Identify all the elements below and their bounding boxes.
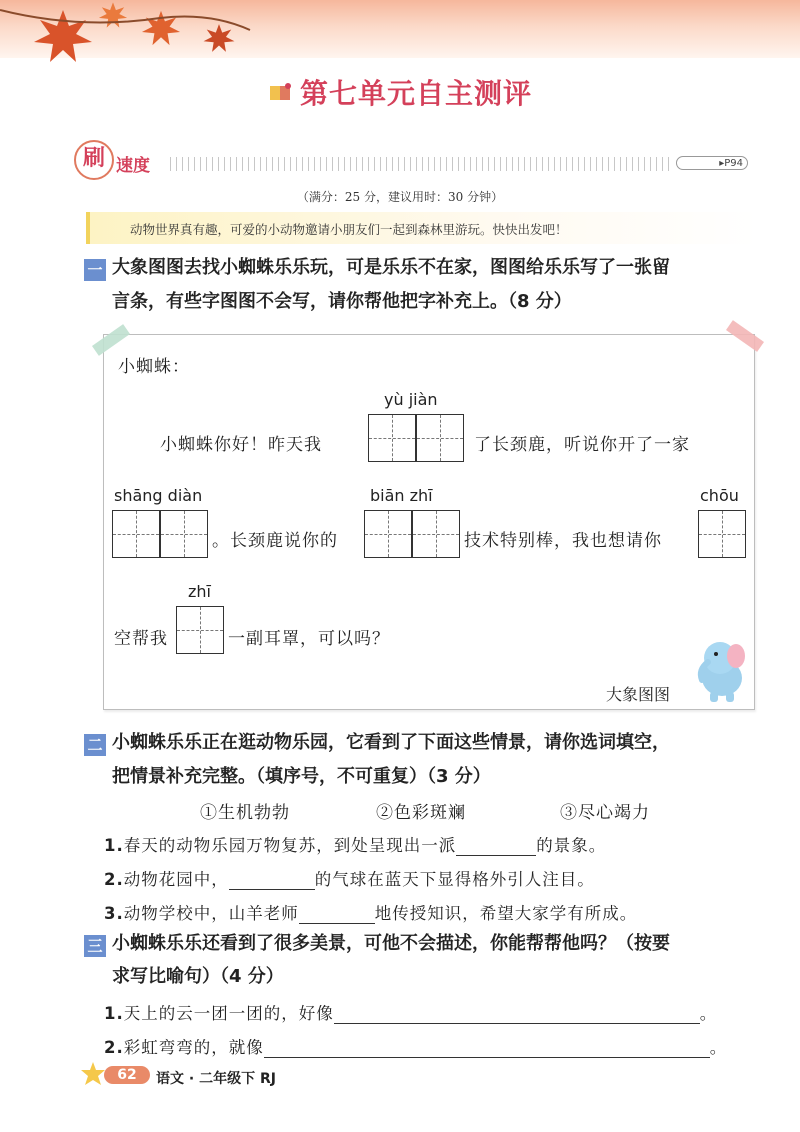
option-2: ②色彩斑斓 bbox=[376, 803, 466, 823]
note-text-2: 了长颈鹿，听说你开了一家 bbox=[474, 435, 690, 455]
page-reference: ▸P94 bbox=[676, 156, 748, 170]
answer-box[interactable] bbox=[416, 414, 464, 462]
elephant-icon bbox=[690, 634, 752, 704]
fill-blank[interactable] bbox=[299, 905, 375, 924]
answer-box[interactable] bbox=[364, 510, 412, 558]
answer-box[interactable] bbox=[412, 510, 460, 558]
intro-text: 动物世界真有趣，可爱的小动物邀请小朋友们一起到森林里游玩。快快出发吧！ bbox=[130, 222, 568, 237]
branch-decoration bbox=[0, 0, 260, 60]
book-icon bbox=[268, 80, 294, 106]
answer-box[interactable] bbox=[160, 510, 208, 558]
section-number-2: 二 bbox=[84, 734, 106, 756]
fill-item-1: 1.春天的动物乐园万物复苏，到处呈现出一派 的景象。 bbox=[104, 836, 607, 855]
answer-box[interactable] bbox=[112, 510, 160, 558]
pinyin-shangdian: shāng diàn bbox=[114, 486, 203, 505]
note-text-4: 技术特别棒，我也想请你 bbox=[464, 531, 662, 551]
pinyin-bianzhi: biān zhī bbox=[370, 486, 433, 505]
pinyin-chou: chōu bbox=[700, 486, 739, 505]
speed-label: 速度 bbox=[116, 156, 150, 176]
note-greeting: 小蜘蛛： bbox=[118, 357, 190, 377]
option-1: ①生机勃勃 bbox=[200, 803, 290, 823]
fill-blank[interactable] bbox=[229, 871, 315, 890]
intro-banner bbox=[86, 212, 758, 244]
fill-item-2: 2.动物花园中， 的气球在蓝天下显得格外引人注目。 bbox=[104, 870, 595, 889]
score-time-info: （满分：25 分，建议用时：30 分钟） bbox=[296, 190, 504, 204]
simile-item-2: 2.彩虹弯弯的，就像 。 bbox=[104, 1038, 728, 1057]
footer-text: 语文 · 二年级下 RJ bbox=[156, 1071, 276, 1087]
fill-blank[interactable] bbox=[456, 837, 536, 856]
title-text: 第七单元自主测评 bbox=[299, 77, 532, 110]
section2-question-line1: 小蜘蛛乐乐正在逛动物乐园，它看到了下面这些情景，请你选词填空， bbox=[112, 732, 670, 753]
fill-blank[interactable] bbox=[334, 1005, 700, 1024]
answer-box[interactable] bbox=[368, 414, 416, 462]
note-signature: 大象图图 bbox=[606, 685, 671, 704]
answer-box[interactable] bbox=[176, 606, 224, 654]
note-text-6: 一副耳罩，可以吗？ bbox=[228, 629, 390, 649]
fill-blank[interactable] bbox=[264, 1039, 710, 1058]
section-number-3: 三 bbox=[84, 935, 106, 957]
speed-badge: 刷 bbox=[74, 140, 114, 180]
pinyin-yujian: yù jiàn bbox=[384, 390, 438, 409]
page-number: 62 bbox=[104, 1066, 150, 1084]
pinyin-zhi: zhī bbox=[188, 582, 211, 601]
section3-question-line1: 小蜘蛛乐乐还看到了很多美景，可他不会描述，你能帮帮他吗？（按要 bbox=[112, 933, 670, 954]
section1-question-line1: 大象图图去找小蜘蛛乐乐玩，可是乐乐不在家，图图给乐乐写了一张留 bbox=[112, 257, 670, 278]
section1-question-line2: 言条，有些字图图不会写，请你帮他把字补充上。（8 分） bbox=[112, 291, 572, 312]
section2-question-line2: 把情景补充完整。（填序号，不可重复）（3 分） bbox=[112, 766, 491, 787]
answer-box[interactable] bbox=[698, 510, 746, 558]
simile-item-1: 1.天上的云一团一团的，好像 。 bbox=[104, 1004, 718, 1023]
note-text-5: 空帮我 bbox=[114, 629, 168, 649]
section-number-1: 一 bbox=[84, 259, 106, 281]
fill-item-3: 3.动物学校中，山羊老师 地传授知识，希望大家学有所成。 bbox=[104, 904, 638, 923]
page-title bbox=[0, 72, 800, 112]
section3-question-line2: 求写比喻句）（4 分） bbox=[112, 966, 284, 987]
hatch-divider bbox=[170, 157, 670, 171]
option-3: ③尽心竭力 bbox=[560, 803, 650, 823]
note-text-1: 小蜘蛛你好！昨天我 bbox=[160, 435, 322, 455]
note-text-3: 。长颈鹿说你的 bbox=[212, 531, 338, 551]
